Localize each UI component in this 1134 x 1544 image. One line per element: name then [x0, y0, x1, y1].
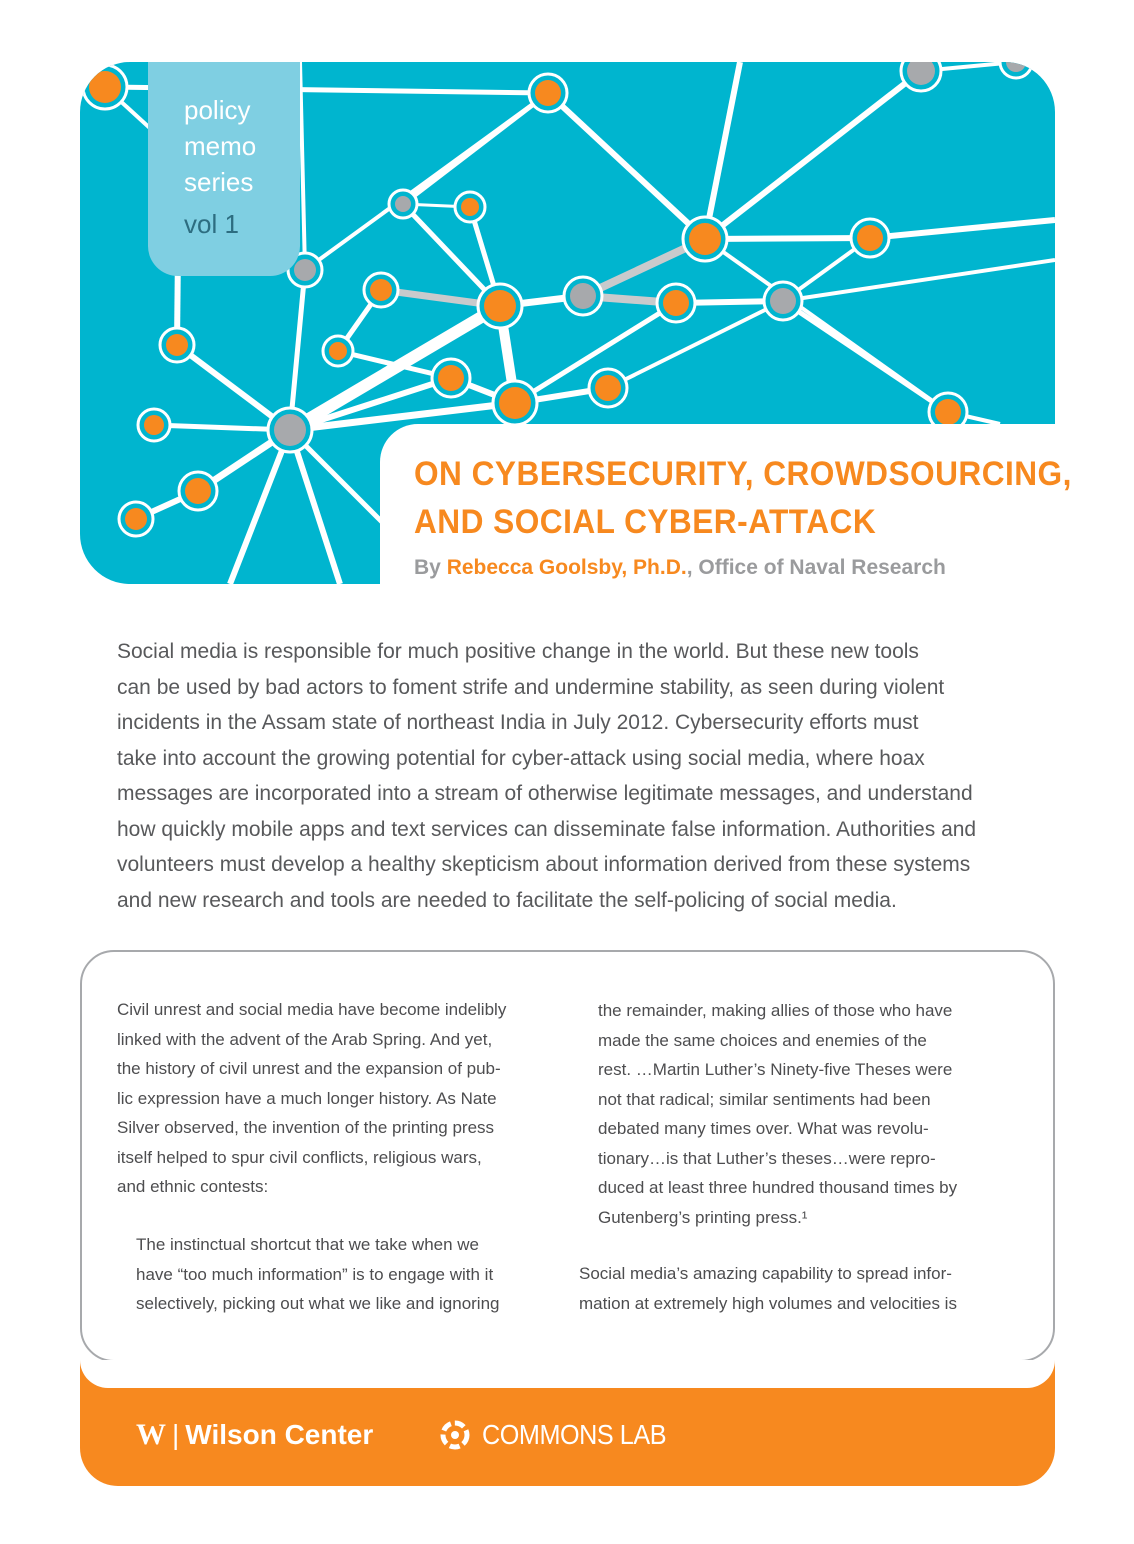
network-node — [432, 359, 470, 397]
tag-line-memo: memo — [184, 131, 257, 161]
article-line: debated many times over. What was revolu- — [598, 1119, 929, 1138]
summary-line: how quickly mobile apps and text services can disseminate false information. Authorities and — [117, 817, 977, 841]
byline-prefix: By — [414, 556, 441, 579]
summary-line: take into account the growing potential for cyber-attack using social media, where hoax — [117, 746, 925, 770]
network-node — [901, 62, 941, 91]
article-line: Silver observed, the invention of the printing press — [117, 1118, 495, 1137]
article-line: made the same choices and enemies of the — [598, 1030, 927, 1050]
network-edge — [705, 238, 870, 239]
network-node — [529, 74, 567, 112]
footer-top-curve — [80, 1360, 1055, 1388]
summary-line: Social media is responsible for much positive change in the world. But these new tools — [117, 640, 919, 663]
byline-organization: Office of Naval Research — [698, 556, 946, 579]
tag-line-policy: policy — [184, 95, 251, 125]
summary-paragraph — [117, 634, 1037, 918]
network-node — [1000, 62, 1032, 78]
commons-lab-icon — [436, 1418, 474, 1452]
article-line: not that radical; similar sentiments had been — [598, 1089, 931, 1109]
network-node — [478, 284, 522, 328]
article-right-blockquote — [598, 996, 957, 1232]
summary-line: can be used by bad actors to foment strife and undermine stability, as seen during violent — [117, 675, 945, 699]
logo-separator: | — [172, 1419, 180, 1450]
article-line: and ethnic contests: — [117, 1177, 269, 1196]
network-node — [455, 192, 485, 222]
article-line: The instinctual shortcut that we take when we — [136, 1235, 480, 1254]
network-edge — [705, 239, 948, 412]
tag-volume: vol 1 — [184, 209, 239, 239]
byline-comma: , — [686, 556, 693, 579]
policy-memo-series-tag — [148, 62, 300, 276]
network-node — [657, 284, 695, 322]
network-edge — [290, 270, 305, 430]
network-node — [851, 219, 889, 257]
article-line: itself helped to spur civil conflicts, religious wars, — [117, 1147, 482, 1167]
article-line: rest. …Martin Luther’s Ninety-five Theses were — [598, 1060, 953, 1079]
tag-line-series: series — [184, 167, 254, 197]
summary-line: incidents in the Assam state of northeast India in July 2012. Cybersecurity efforts must — [117, 711, 919, 734]
article-line: Civil unrest and social media have become indelibly — [117, 1000, 507, 1019]
title-line-1: ON CYBERSECURITY, CROWDSOURCING, — [414, 455, 1072, 493]
network-node — [119, 502, 153, 536]
title-line-2: AND SOCIAL CYBER-ATTACK — [414, 503, 877, 541]
network-edge — [300, 62, 305, 270]
memo-title — [414, 450, 1072, 546]
network-node — [268, 408, 312, 452]
article-right-paragraph — [579, 1259, 957, 1318]
network-node — [683, 217, 727, 261]
network-node — [493, 381, 537, 425]
network-edge — [608, 301, 783, 388]
article-line: lic expression have a much longer history. As Nate — [117, 1088, 497, 1108]
article-line: have “too much information” is to engage with it — [136, 1264, 494, 1284]
byline-author: Rebecca Goolsby, Ph.D. — [446, 556, 687, 579]
article-line: the history of civil unrest and the expansion of pub- — [117, 1059, 501, 1078]
network-edge — [705, 71, 921, 239]
wilson-center-name: Wilson Center — [185, 1419, 374, 1450]
commons-lab-name: COMMONS LAB — [482, 1419, 667, 1450]
article-left-blockquote — [136, 1230, 500, 1319]
network-node — [364, 273, 398, 307]
network-node — [764, 282, 802, 320]
article-left-paragraph — [117, 995, 506, 1202]
article-line: selectively, picking out what we like and ignoring — [136, 1294, 500, 1313]
network-node — [138, 409, 170, 441]
article-line: Social media’s amazing capability to spread infor- — [579, 1264, 952, 1283]
wilson-center-logo — [136, 1418, 373, 1452]
article-line: tionary…is that Luther’s theses…were repro- — [598, 1148, 936, 1168]
network-node — [389, 190, 417, 218]
network-edge — [870, 220, 1055, 238]
summary-line: and new research and tools are needed to facilitate the self-policing of social media. — [117, 888, 897, 912]
network-node — [589, 369, 627, 407]
article-line: the remainder, making allies of those who have — [598, 1001, 953, 1020]
summary-line: volunteers must develop a healthy skepticism about information derived from these systems — [117, 853, 971, 876]
commons-lab-logo — [436, 1418, 687, 1452]
network-node — [323, 336, 353, 366]
article-line: mation at extremely high volumes and velocities is — [579, 1293, 957, 1313]
network-node — [179, 472, 217, 510]
article-line: linked with the advent of the Arab Spring. And yet, — [117, 1029, 493, 1049]
network-edge — [783, 260, 1055, 301]
network-edge — [548, 93, 705, 239]
network-node — [564, 277, 602, 315]
byline — [414, 556, 946, 580]
network-edge — [305, 93, 548, 270]
network-node — [160, 328, 194, 362]
article-line: duced at least three hundred thousand times by — [598, 1178, 958, 1197]
wilson-w-icon: W — [136, 1418, 166, 1451]
summary-line: messages are incorporated into a stream of otherwise legitimate messages, and understand — [117, 782, 973, 805]
network-node — [83, 65, 127, 109]
article-line: Gutenberg’s printing press.¹ — [598, 1207, 808, 1227]
